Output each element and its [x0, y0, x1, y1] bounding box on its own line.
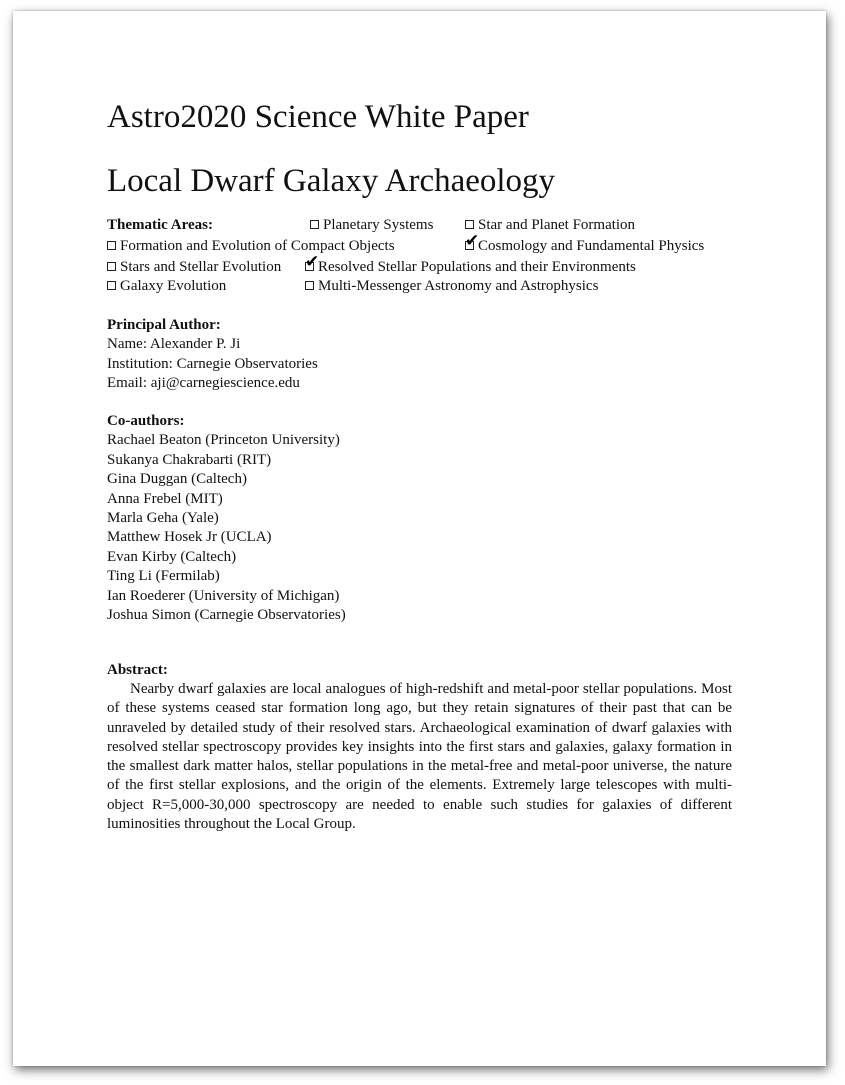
coauthor-item: Ian Roederer (University of Michigan) — [107, 587, 340, 604]
coauthor-item: Joshua Simon (Carnegie Observatories) — [107, 607, 346, 624]
thematic-option-compact-objects: Formation and Evolution of Compact Objects — [107, 237, 395, 256]
abstract-heading: Abstract: — [107, 662, 168, 678]
thematic-option-planetary-systems: Planetary Systems — [310, 216, 433, 235]
coauthor-item: Gina Duggan (Caltech) — [107, 471, 247, 488]
principal-author-heading: Principal Author: — [107, 317, 221, 333]
checked-checkbox-icon — [465, 231, 480, 251]
thematic-option-star-planet-formation: Star and Planet Formation — [465, 216, 635, 235]
coauthors-section — [107, 412, 346, 625]
paper-title: Local Dwarf Galaxy Archaeology — [107, 163, 556, 199]
checkbox-icon — [107, 281, 116, 290]
thematic-option-cosmology: ✔ Cosmology and Fundamental Physics — [465, 231, 705, 254]
principal-author-email: Email: aji@carnegiescience.edu — [107, 375, 300, 392]
thematic-option-multi-messenger: Multi-Messenger Astronomy and Astrophysics — [305, 277, 598, 296]
thematic-option-galaxy-evolution: Galaxy Evolution — [107, 277, 226, 296]
thematic-option-stellar-evolution: Stars and Stellar Evolution — [107, 258, 281, 277]
coauthor-item: Ting Li (Fermilab) — [107, 568, 220, 585]
thematic-option-resolved-populations: ✔ Resolved Stellar Populations and their Environments — [305, 252, 636, 275]
checkbox-icon — [465, 220, 474, 229]
coauthor-item: Marla Geha (Yale) — [107, 510, 219, 527]
coauthors-heading: Co-authors: — [107, 413, 185, 429]
coauthor-item: Rachael Beaton (Princeton University) — [107, 432, 340, 449]
checkbox-icon — [305, 281, 314, 290]
checked-checkbox-icon — [305, 252, 320, 272]
abstract-text: Nearby dwarf galaxies are local analogues of high-redshift and metal-poor stellar populations. Most of these systems ceased star formation long ago, but they retain signatures of their past that can be unraveled by detailed study of their resolved stars. Archaeological examination of dwarf galaxies with resolved stellar spectroscopy provides key insights into the first stars and galaxies, galaxy formation in the smallest dark matter halos, stellar populations in the metal-free and metal-poor universe, the nature of the first stellar explosions, and the origin of the elements. Extremely large telescopes with multi-object R=5,000-30,000 spectroscopy are needed to enable such studies for galaxies of different luminosities throughout the Local Group. — [107, 681, 732, 833]
principal-author-name: Name: Alexander P. Ji — [107, 336, 241, 353]
coauthor-item: Matthew Hosek Jr (UCLA) — [107, 529, 272, 546]
checkbox-icon — [310, 220, 319, 229]
principal-author-section — [107, 316, 318, 394]
coauthor-item: Sukanya Chakrabarti (RIT) — [107, 451, 272, 468]
principal-author-institution: Institution: Carnegie Observatories — [107, 355, 318, 372]
check-mark-icon: ✔ — [305, 252, 320, 272]
checkbox-icon — [107, 262, 116, 271]
check-mark-icon: ✔ — [465, 231, 480, 251]
coauthor-item: Evan Kirby (Caltech) — [107, 548, 237, 565]
coauthor-item: Anna Frebel (MIT) — [107, 490, 223, 507]
paper-series-title: Astro2020 Science White Paper — [107, 99, 529, 135]
checkbox-icon — [107, 241, 116, 250]
thematic-areas-label: Thematic Areas: — [107, 217, 213, 233]
